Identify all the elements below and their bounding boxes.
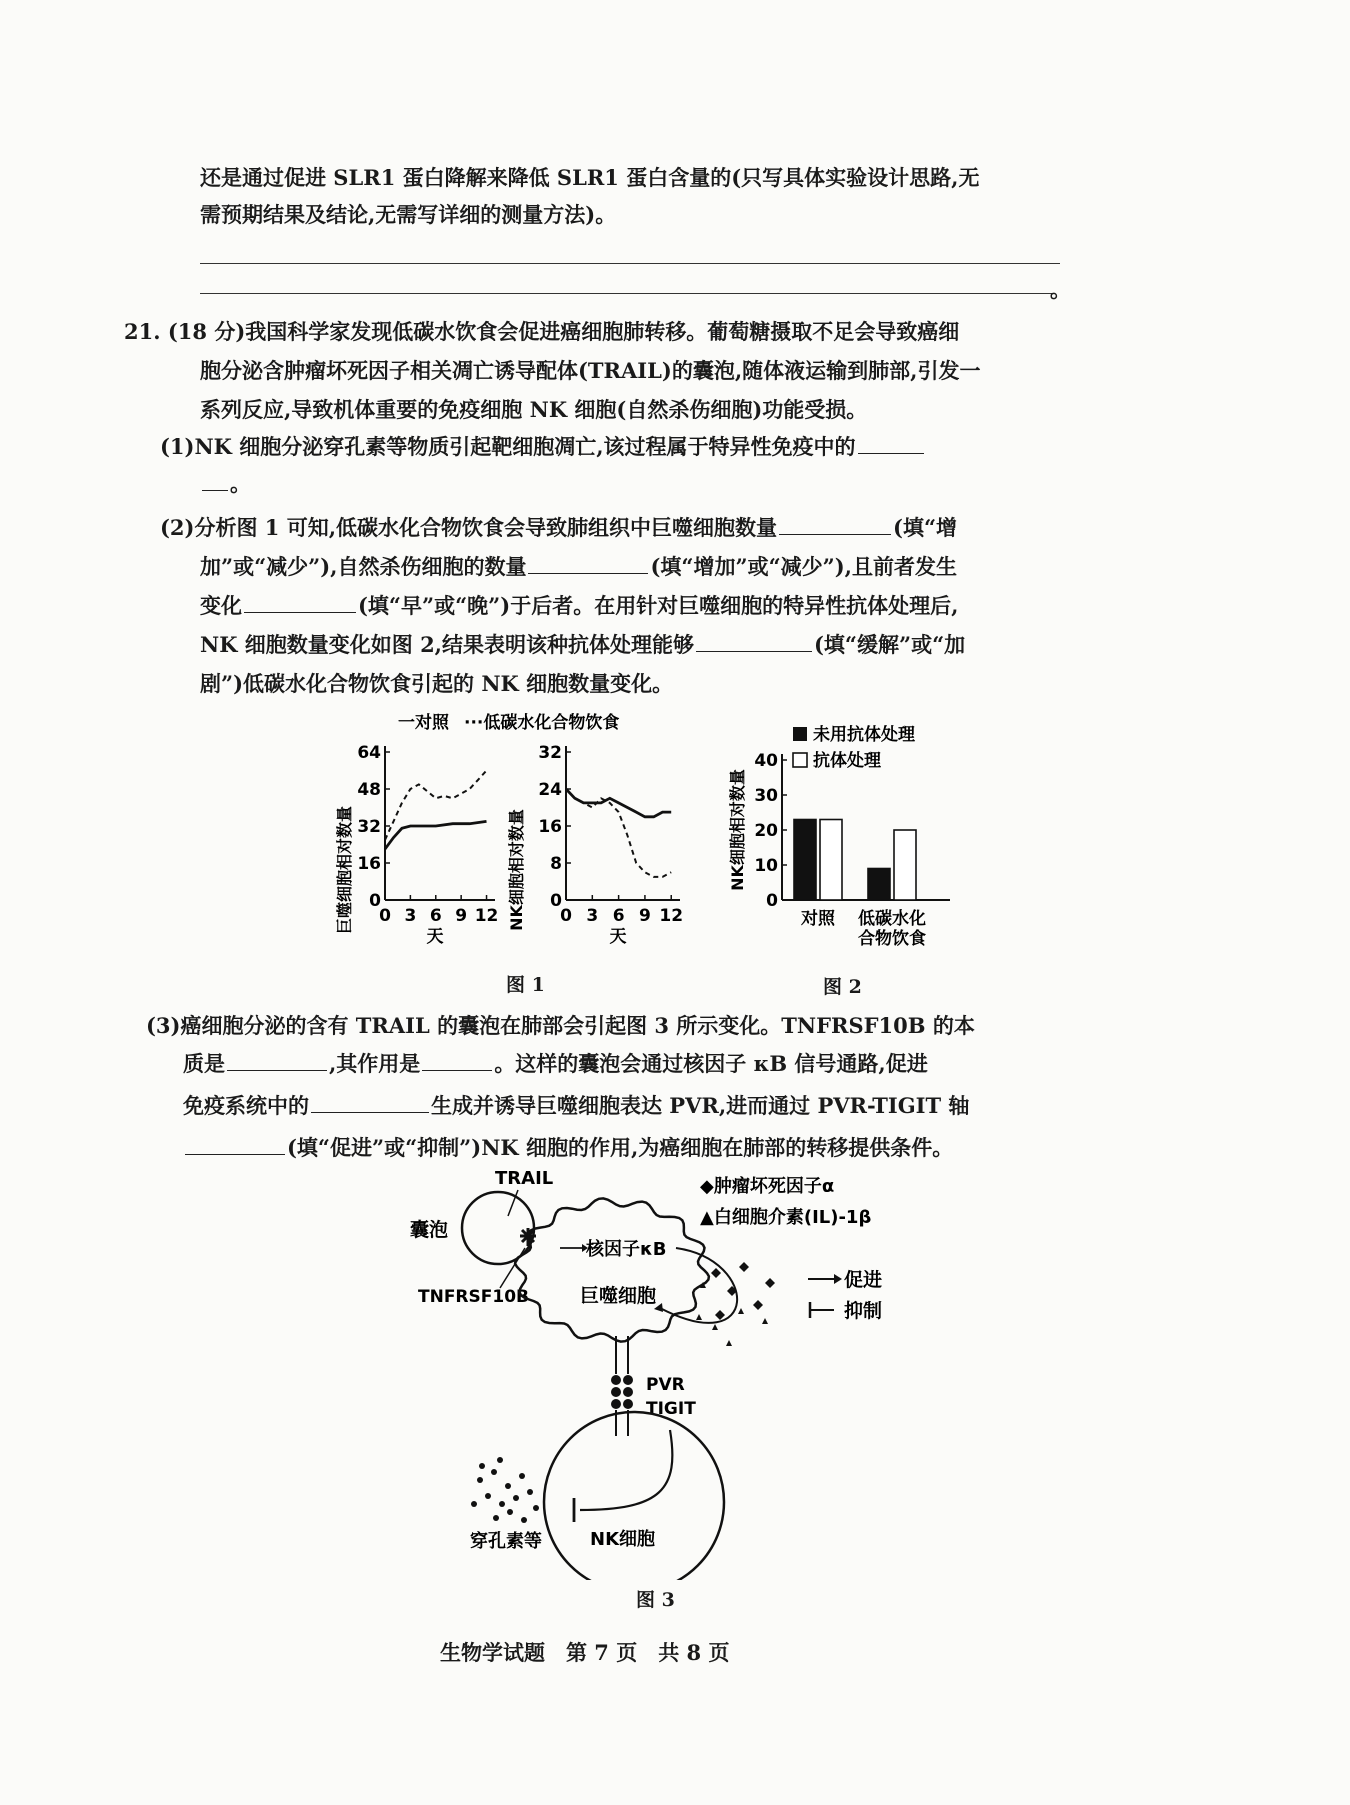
answer-line-2	[200, 293, 1052, 294]
a-ytick-label: 64	[357, 743, 381, 763]
q21-stem-line-2: 胞分泌含肿瘤坏死因子相关凋亡诱导配体(TRAIL)的囊泡,随体液运输到肺部,引发一	[200, 358, 981, 383]
fig3-caption: 图 3	[636, 1589, 675, 1611]
bar-untreated	[868, 869, 890, 901]
q3-text-2a: 质是	[183, 1051, 225, 1076]
q2-line-2	[200, 553, 957, 581]
q2-blank-4[interactable]	[696, 631, 812, 652]
intro-line-2: 需预期结果及结论,无需写详细的测量方法)。	[200, 202, 617, 227]
b-ytick-label: 16	[538, 817, 562, 837]
fig2-legend-swatch-untreated	[793, 727, 807, 741]
a-xtick-label: 6	[429, 906, 442, 926]
q3-blank-3[interactable]	[311, 1092, 429, 1113]
a-ytick-label: 0	[369, 891, 381, 911]
bar-treated	[820, 820, 842, 901]
trail-label: TRAIL	[495, 1168, 554, 1189]
tnfrsf10b-label: TNFRSF10B	[418, 1287, 529, 1307]
a-xtick-label: 9	[455, 906, 468, 926]
q2-text-4a: NK 细胞数量变化如图 2,结果表明该种抗体处理能够	[200, 632, 694, 657]
b-ytick-label: 8	[550, 854, 562, 874]
perforin-dots	[471, 1457, 539, 1523]
fig1-caption: 图 1	[506, 974, 545, 996]
q2-line-3	[200, 592, 959, 620]
nk-cell-label: NK细胞	[590, 1529, 656, 1550]
fig2-legend-treated: 抗体处理	[813, 751, 881, 771]
q2-line-1	[160, 514, 957, 542]
c-ytick-label: 30	[754, 786, 778, 806]
q3-line-4	[183, 1134, 953, 1162]
pvr-label: PVR	[646, 1375, 685, 1395]
legend-tnf: ◆肿瘤坏死因子α	[700, 1176, 835, 1197]
chartB-xlabel: 天	[609, 927, 627, 947]
b-xtick-label: 12	[659, 906, 684, 926]
macrophage-outline	[515, 1198, 709, 1341]
q1-blank-cont[interactable]	[202, 470, 228, 491]
b-xtick-label: 0	[560, 906, 572, 926]
a-ytick-label: 16	[357, 854, 381, 874]
q2-blank-1[interactable]	[779, 514, 891, 535]
a-xtick-label: 3	[404, 906, 417, 926]
fig2-legend-untreated: 未用抗体处理	[813, 725, 915, 745]
q3-text-3a: 免疫系统中的	[183, 1093, 309, 1118]
legend-promote: 促进	[844, 1269, 883, 1291]
legend-inhibit: 抑制	[844, 1300, 883, 1322]
a-series-control	[385, 821, 487, 849]
q21-stem-line-1: 21. (18 分)我国科学家发现低碳水饮食会促进癌细胞肺转移。葡萄糖摄取不足会导致癌细	[124, 319, 960, 344]
a-xtick-label: 12	[474, 906, 499, 926]
q1-text: (1)NK 细胞分泌穿孔素等物质引起靶细胞凋亡,该过程属于特异性免疫中的	[160, 434, 856, 459]
q3-text-2b: ,其作用是	[329, 1051, 421, 1076]
intro-line-1: 还是通过促进 SLR1 蛋白降解来降低 SLR1 蛋白含量的(只写具体实验设计思路,无	[200, 165, 980, 190]
c-ytick-label: 20	[754, 821, 778, 841]
macrophage-label: 巨噬细胞	[580, 1285, 657, 1307]
a-ytick-label: 32	[357, 817, 381, 837]
q2-text-4b: (填“缓解”或“加	[814, 632, 966, 657]
q2-text-2a: 加”或“减少”),自然杀伤细胞的数量	[200, 554, 527, 579]
chartB-ylabel: NK细胞相对数量	[507, 809, 526, 931]
q2-line-4	[200, 631, 965, 659]
b-xtick-label: 9	[639, 906, 651, 926]
macrophage-line-chart	[335, 743, 498, 947]
q21-stem-line-3: 系列反应,导致机体重要的免疫细胞 NK 细胞(自然杀伤细胞)功能受损。	[200, 397, 868, 422]
bar-untreated	[794, 820, 816, 901]
q3-blank-1[interactable]	[227, 1050, 327, 1071]
q3-blank-2[interactable]	[422, 1050, 492, 1071]
nfkb-label: 核因子κB	[586, 1239, 667, 1260]
perforin-label: 穿孔素等	[470, 1531, 542, 1552]
nk-line-chart	[507, 743, 683, 947]
q1-end: 。	[230, 471, 251, 496]
q1-line-2	[200, 470, 251, 498]
q1-line-1	[160, 433, 926, 461]
b-xtick-label: 6	[612, 906, 625, 926]
answer-line-1	[200, 263, 1060, 264]
q1-blank[interactable]	[858, 433, 924, 454]
pvr-tigit-axis	[611, 1336, 633, 1436]
q3-text-4: (填“促进”或“抑制”)NK 细胞的作用,为癌细胞在肺部的转移提供条件。	[287, 1135, 954, 1160]
figure-3-diagram	[0, 1160, 1350, 1580]
a-ytick-label: 48	[357, 780, 381, 800]
q3-line-2	[183, 1050, 928, 1078]
c-ytick-label: 0	[766, 891, 778, 911]
q2-blank-3[interactable]	[244, 592, 356, 613]
nk-cell-circle	[544, 1412, 724, 1580]
tigit-label: TIGIT	[646, 1399, 696, 1419]
q2-text-3a: 变化	[200, 593, 242, 618]
nk-inhibit-path	[580, 1430, 672, 1510]
figure-1-2-charts	[0, 700, 1350, 1000]
q3-text-3b: 生成并诱导巨噬细胞表达 PVR,进而通过 PVR-TIGIT 轴	[431, 1093, 970, 1118]
vesicle-label: 囊泡	[410, 1219, 449, 1241]
b-xtick-label: 3	[586, 906, 599, 926]
chartA-xlabel: 天	[426, 927, 444, 947]
q3-text-2c: 。这样的囊泡会通过核因子 κB 信号通路,促进	[494, 1051, 928, 1076]
nk-bar-chart	[728, 724, 950, 949]
b-ytick-label: 24	[538, 780, 562, 800]
tnfrsf10b-pointer	[500, 1248, 525, 1288]
q2-text-1a: (2)分析图 1 可知,低碳水化合物饮食会导致肺组织中巨噬细胞数量	[160, 515, 778, 540]
page-footer: 生物学试题 第 7 页 共 8 页	[440, 1640, 730, 1665]
c-ytick-label: 10	[754, 856, 778, 876]
category-label: 对照	[801, 909, 835, 929]
bar-treated	[894, 830, 916, 900]
c-ytick-label: 40	[754, 751, 778, 771]
answer-end-mark: 。	[1050, 277, 1071, 302]
category-label: 合物饮食	[858, 929, 926, 949]
a-xtick-label: 0	[379, 906, 391, 926]
category-label: 低碳水化	[858, 909, 926, 929]
q2-line-5: 剧”)低碳水化合物饮食引起的 NK 细胞数量变化。	[200, 671, 674, 696]
q2-text-1b: (填“增	[893, 515, 958, 540]
legend-promote-arrowhead	[834, 1274, 842, 1284]
fig2-legend-swatch-treated	[793, 753, 807, 767]
b-ytick-label: 0	[550, 891, 562, 911]
fig2-caption: 图 2	[823, 976, 862, 998]
chartA-ylabel: 巨噬细胞相对数量	[335, 805, 354, 935]
fig1-legend-control: 一对照	[398, 713, 449, 733]
q2-text-2b: (填“增加”或“减少”),且前者发生	[650, 554, 957, 579]
q2-text-3b: (填“早”或“晚”)于后者。在用针对巨噬细胞的特异性抗体处理后,	[358, 593, 959, 618]
legend-il: ▲白细胞介素(IL)-1β	[700, 1207, 872, 1228]
q2-blank-2[interactable]	[528, 553, 648, 574]
fig1-legend-lowcarb: ···低碳水化合物饮食	[464, 713, 620, 733]
q3-line-1: (3)癌细胞分泌的含有 TRAIL 的囊泡在肺部会引起图 3 所示变化。TNFRSF10B 的本	[146, 1013, 975, 1038]
chartC-ylabel: NK细胞相对数量	[728, 769, 747, 891]
q3-blank-4[interactable]	[185, 1134, 285, 1155]
q3-line-3	[183, 1092, 969, 1120]
b-ytick-label: 32	[538, 743, 562, 763]
